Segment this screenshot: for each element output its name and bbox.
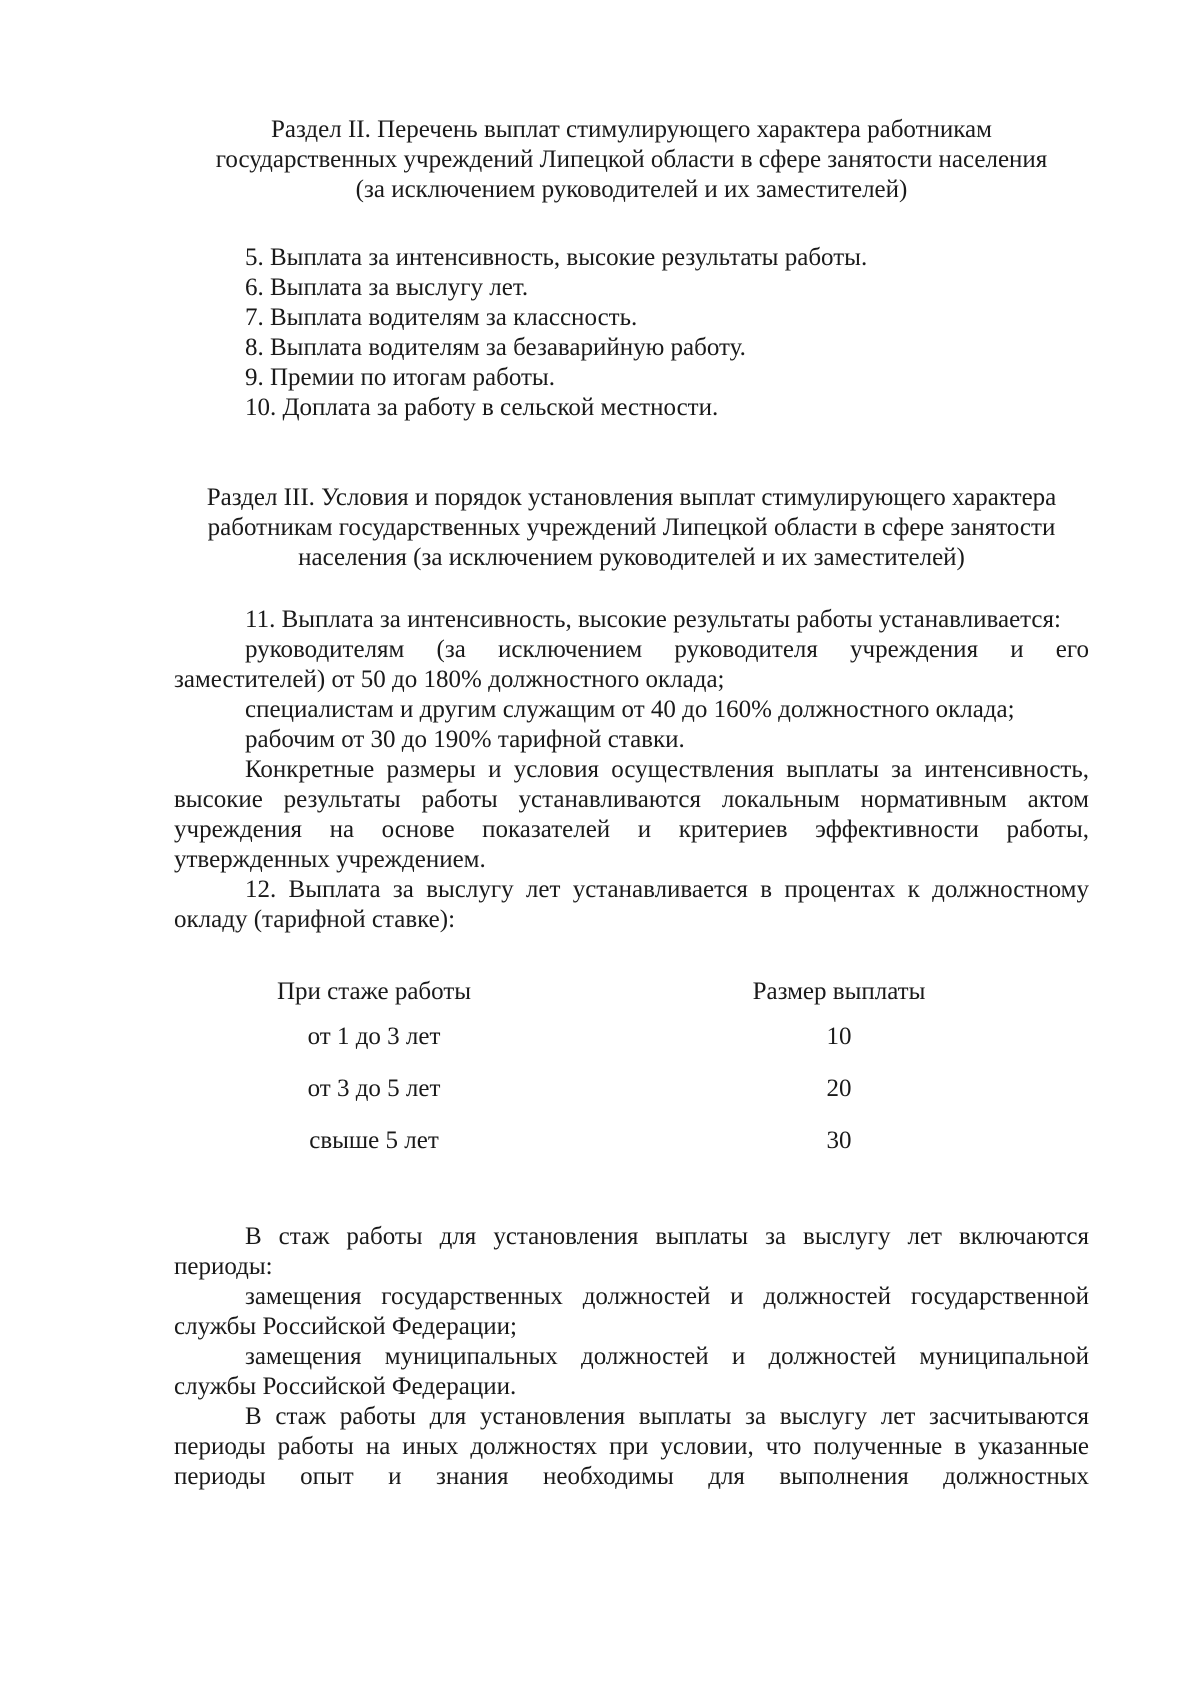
table-header-row — [174, 977, 1089, 1022]
table-header-cell: При стаже работы — [276, 978, 472, 1005]
section-3-heading-line: Раздел III. Условия и порядок установления выплат стимулирующего характера — [206, 484, 1057, 511]
paragraph-seniority-counts: В стаж работы для установления выплаты за выслугу лет засчитываются периоды работы на иных должностях при условии, что полученные в указанные периоды опыт и знания необходимы для выполнения должностных — [174, 1403, 1089, 1490]
table-cell: 30 — [826, 1127, 852, 1154]
list-item: 8. Выплата водителям за безаварийную работу. — [245, 334, 746, 361]
table-row — [174, 1074, 1089, 1126]
paragraph-managers: руководителям (за исключением руководителя учреждения и его заместителей) от 50 до 180% должностного оклада; — [174, 636, 1089, 693]
paragraph-11: 11. Выплата за интенсивность, высокие результаты работы устанавливается: — [245, 606, 1061, 633]
table-cell: 10 — [826, 1023, 852, 1050]
table-cell: от 1 до 3 лет — [307, 1023, 441, 1050]
table-cell: 20 — [826, 1075, 852, 1102]
paragraph-specific-sizes: Конкретные размеры и условия осуществления выплаты за интенсивность, высокие результаты работы устанавливаются локальным нормативным актом учреждения на основе показателей и критериев эффективности работы, утвержденных учреждением. — [174, 756, 1089, 873]
paragraph-specialists: специалистам и другим служащим от 40 до 160% должностного оклада; — [245, 696, 1015, 723]
table-cell: от 3 до 5 лет — [307, 1075, 441, 1102]
list-item: 7. Выплата водителям за классность. — [245, 304, 638, 331]
table-row — [174, 1022, 1089, 1074]
section-3-heading — [174, 483, 1089, 573]
section-3-heading-line: работникам государственных учреждений Липецкой области в сфере занятости — [207, 514, 1056, 541]
paragraph-workers: рабочим от 30 до 190% тарифной ставки. — [245, 726, 685, 753]
paragraph-state-positions: замещения государственных должностей и должностей государственной службы Российской Федерации; — [174, 1283, 1089, 1340]
list-item: 10. Доплата за работу в сельской местности. — [245, 394, 719, 421]
table-row — [174, 1126, 1089, 1178]
section-2-heading — [174, 115, 1089, 205]
list-item: 5. Выплата за интенсивность, высокие результаты работы. — [245, 244, 868, 271]
seniority-table — [174, 977, 1089, 1178]
table-header-cell: Размер выплаты — [752, 978, 926, 1005]
list-item: 6. Выплата за выслугу лет. — [245, 274, 529, 301]
paragraph-12: 12. Выплата за выслугу лет устанавливается в процентах к должностному окладу (тарифной ставке): — [174, 876, 1089, 933]
paragraph-seniority-includes: В стаж работы для установления выплаты за выслугу лет включаются периоды: — [174, 1223, 1089, 1280]
section-2-heading-line: (за исключением руководителей и их заместителей) — [355, 176, 908, 203]
section-2-heading-line: Раздел II. Перечень выплат стимулирующего характера работникам — [271, 116, 992, 143]
document-page — [174, 115, 1089, 1492]
list-item: 9. Премии по итогам работы. — [245, 364, 555, 391]
table-cell: свыше 5 лет — [309, 1127, 439, 1154]
section-3-heading-line: населения (за исключением руководителей и их заместителей) — [298, 544, 965, 571]
section-2-heading-line: государственных учреждений Липецкой области в сфере занятости населения — [215, 146, 1048, 173]
paragraph-municipal-positions: замещения муниципальных должностей и должностей муниципальной службы Российской Федерации. — [174, 1343, 1089, 1400]
payments-list — [174, 243, 1089, 423]
